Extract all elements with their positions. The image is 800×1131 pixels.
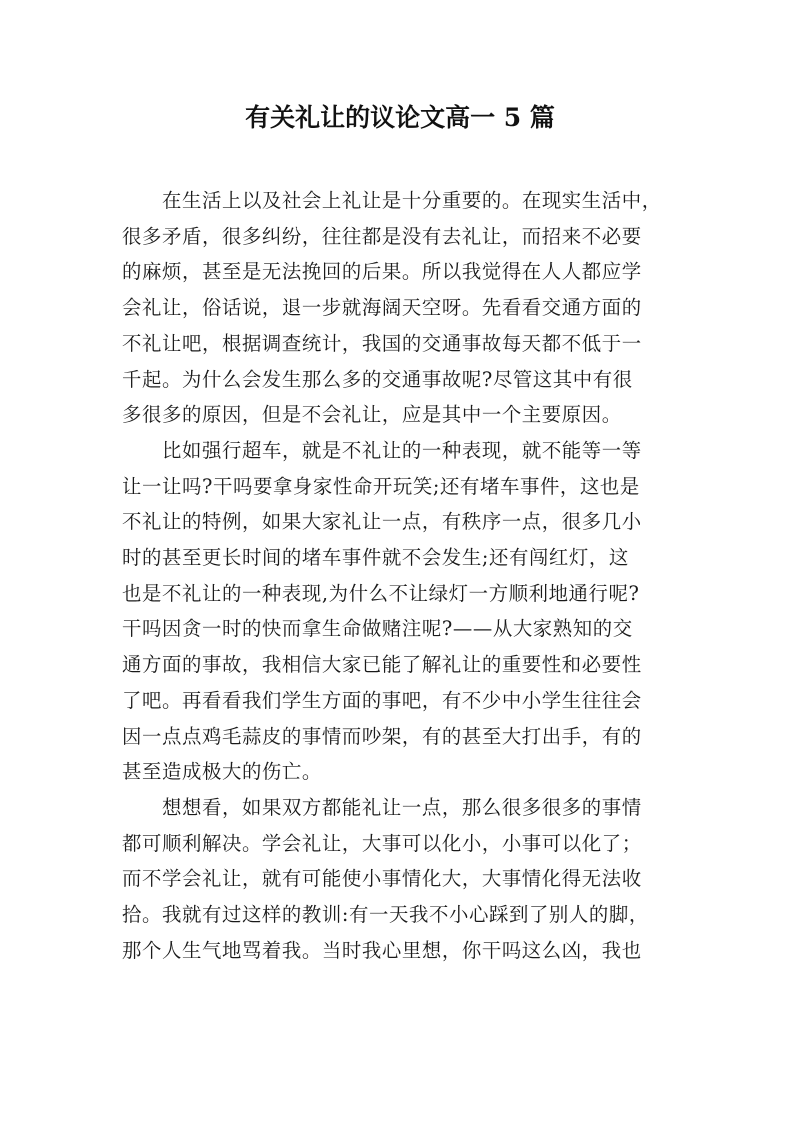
text-line: 的麻烦，甚至是无法挽回的后果。所以我觉得在人人都应学 — [122, 260, 642, 284]
text-line: 在生活上以及社会上礼让是十分重要的。在现实生活中， — [162, 189, 662, 212]
text-line: 干吗因贪一时的快而拿生命做赌注呢?——从大家熟知的交 — [122, 617, 633, 641]
text-line: 想想看，如果双方都能礼让一点，那么很多很多的事情 — [162, 795, 642, 819]
text-line: 通方面的事故，我相信大家已能了解礼让的重要性和必要性 — [122, 653, 642, 677]
document-title: 有关礼让的议论文高一 5 篇 — [245, 103, 555, 132]
text-line: 多很多的原因，但是不会礼让，应是其中一个主要原因。 — [122, 403, 622, 427]
text-line: 很多矛盾，很多纠纷，往往都是没有去礼让，而招来不必要 — [122, 224, 642, 248]
text-line: 千起。为什么会发生那么多的交通事故呢?尽管这其中有很 — [122, 367, 633, 391]
text-line: 不礼让的特例，如果大家礼让一点，有秩序一点，很多几小 — [122, 510, 642, 534]
text-line: 比如强行超车，就是不礼让的一种表现，就不能等一等 — [162, 438, 642, 462]
text-line: 让一让吗?干吗要拿身家性命开玩笑;还有堵车事件，这也是 — [122, 474, 640, 498]
paragraph-2 — [122, 433, 682, 790]
paragraph-1 — [122, 183, 682, 433]
text-line: 而不学会礼让，就有可能使小事情化大，大事情化得无法收 — [122, 867, 642, 891]
text-line: 甚至造成极大的伤亡。 — [122, 760, 322, 784]
text-line: 会礼让，俗话说，退一步就海阔天空呀。先看看交通方面的 — [122, 296, 642, 320]
text-line: 因一点点鸡毛蒜皮的事情而吵架，有的甚至大打出手，有的 — [122, 724, 642, 748]
text-line: 那个人生气地骂着我。当时我心里想，你干吗这么凶，我也 — [122, 938, 642, 962]
text-line: 也是不礼让的一种表现,为什么不让绿灯一方顺利地通行呢? — [122, 581, 640, 605]
text-line: 时的甚至更长时间的堵车事件就不会发生;还有闯红灯，这 — [122, 546, 629, 570]
paragraph-3 — [122, 790, 682, 969]
text-line: 了吧。再看看我们学生方面的事吧，有不少中小学生往往会 — [122, 688, 642, 712]
text-line: 都可顺利解决。学会礼让，大事可以化小，小事可以化了； — [122, 831, 642, 855]
text-line: 拾。我就有过这样的教训:有一天我不小心踩到了别人的脚， — [122, 903, 649, 927]
document-body — [122, 183, 682, 968]
text-line: 不礼让吧，根据调查统计，我国的交通事故每天都不低于一 — [122, 331, 642, 355]
